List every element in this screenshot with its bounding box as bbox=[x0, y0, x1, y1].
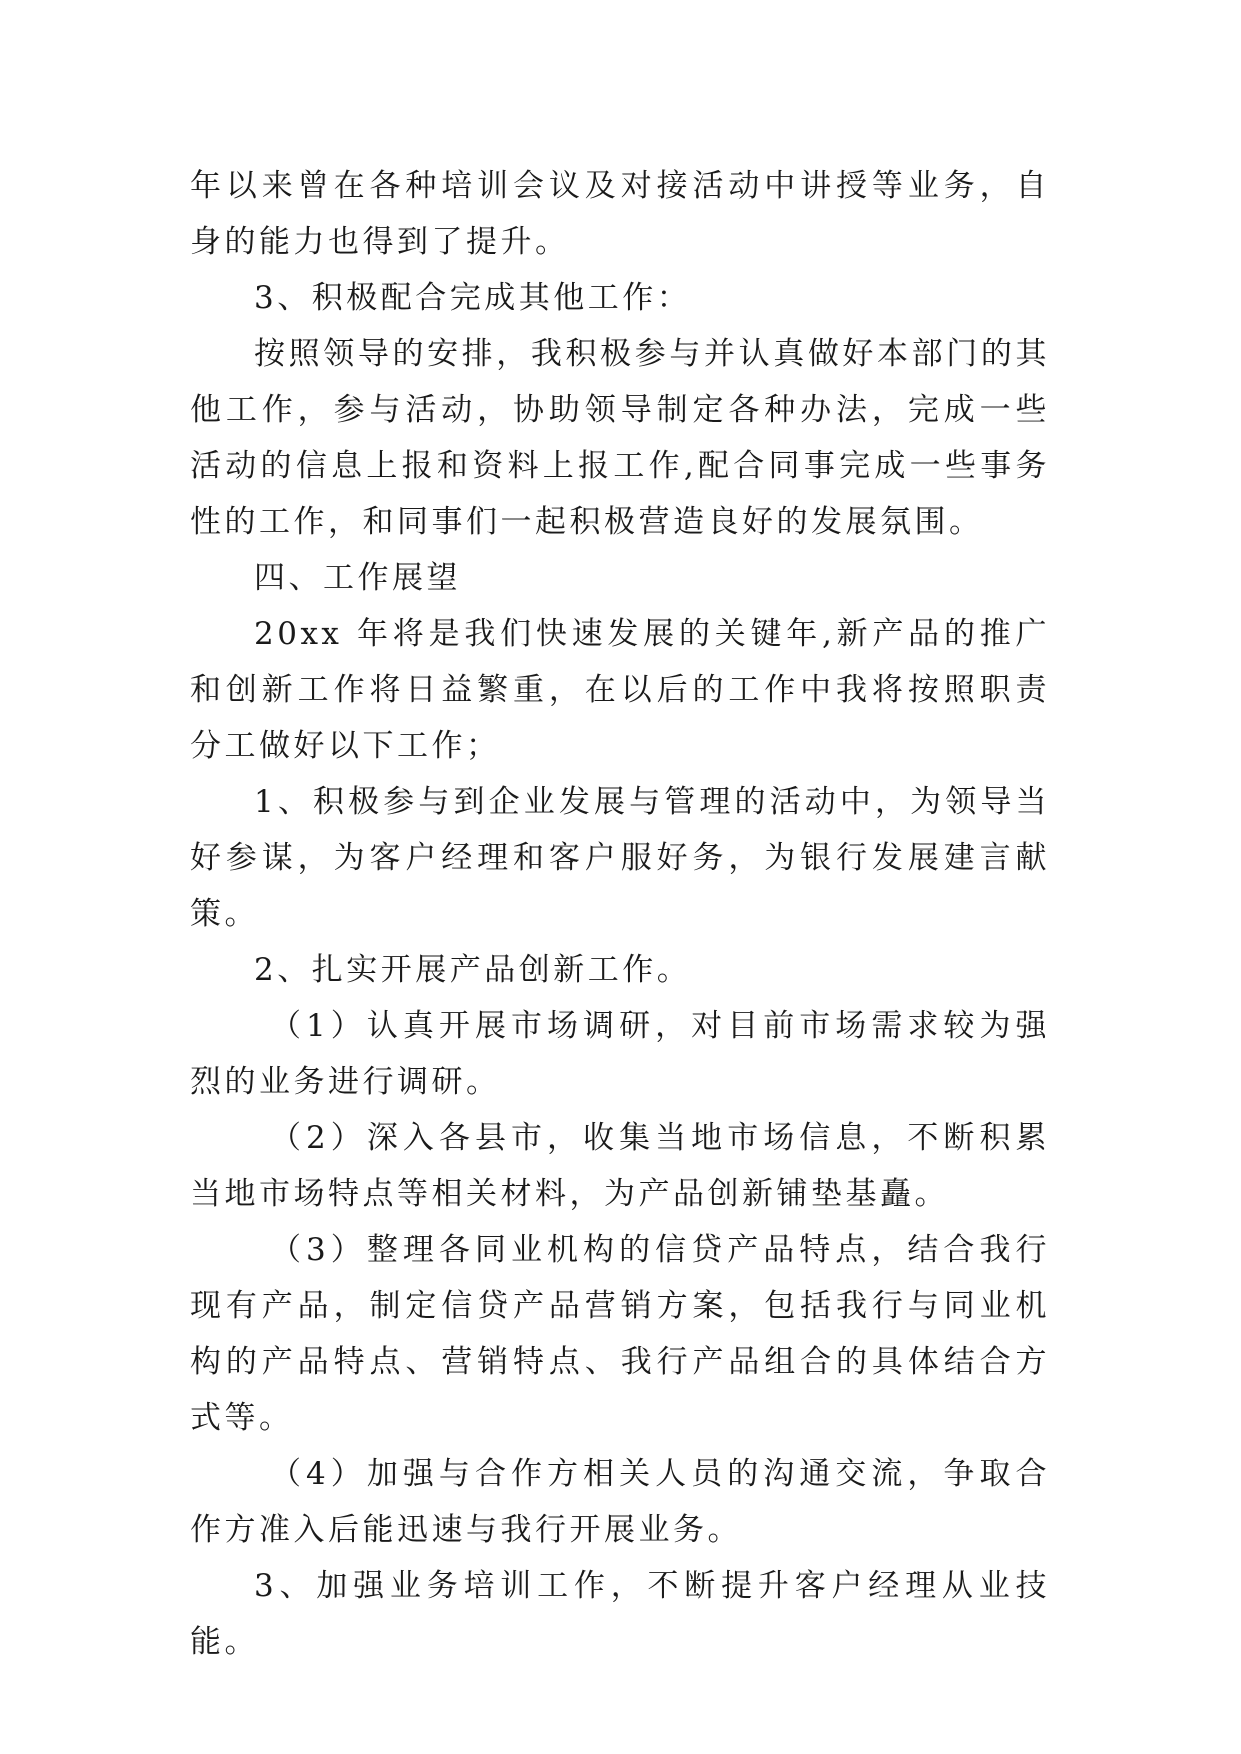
sub-list-item: （2）深入各县市，收集当地市场信息，不断积累当地市场特点等相关材料，为产品创新铺垫基矗。 bbox=[190, 1120, 1050, 1212]
paragraph: 按照领导的安排，我积极参与并认真做好本部门的其他工作，参与活动，协助领导制定各种办法，完成一些活动的信息上报和资料上报工作,配合同事完成一些事务性的工作，和同事们一起积极营造良好的发展氛围。 bbox=[190, 336, 1050, 540]
list-item: 3、加强业务培训工作，不断提升客户经理从业技能。 bbox=[190, 1568, 1050, 1660]
list-item: 1、积极参与到企业发展与管理的活动中，为领导当好参谋，为客户经理和客户服好务，为银行发展建言献策。 bbox=[190, 784, 1050, 932]
list-item: 2、扎实开展产品创新工作。 bbox=[254, 952, 692, 988]
sub-list-item: （4）加强与合作方相关人员的沟通交流，争取合作方准入后能迅速与我行开展业务。 bbox=[190, 1456, 1050, 1548]
document-body bbox=[190, 158, 1050, 1670]
paragraph: 20xx 年将是我们快速发展的关键年,新产品的推广和创新工作将日益繁重，在以后的工作中我将按照职责分工做好以下工作； bbox=[190, 616, 1050, 764]
section-heading: 3、积极配合完成其他工作： bbox=[254, 280, 692, 316]
sub-list-item: （3）整理各同业机构的信贷产品特点，结合我行现有产品，制定信贷产品营销方案，包括我行与同业机构的产品特点、营销特点、我行产品组合的具体结合方式等。 bbox=[190, 1232, 1050, 1436]
sub-list-item: （1）认真开展市场调研，对目前市场需求较为强烈的业务进行调研。 bbox=[190, 1008, 1050, 1100]
paragraph: 年以来曾在各种培训会议及对接活动中讲授等业务，自身的能力也得到了提升。 bbox=[190, 168, 1050, 260]
section-heading: 四、工作展望 bbox=[254, 560, 461, 596]
